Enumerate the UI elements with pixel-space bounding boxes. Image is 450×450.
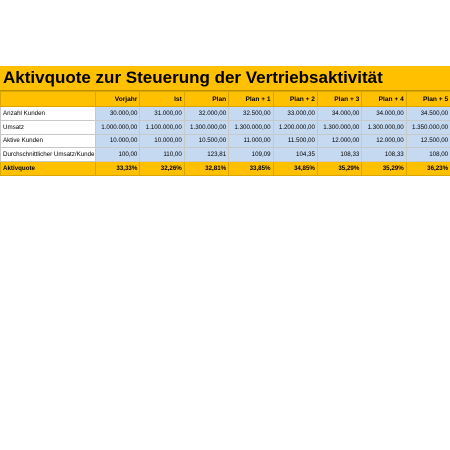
value-cell[interactable]: 11.500,00: [273, 134, 317, 148]
value-cell[interactable]: 33,85%: [229, 162, 273, 176]
value-cell[interactable]: 104,35: [273, 148, 317, 162]
value-cell[interactable]: 108,00: [406, 148, 450, 162]
row-label[interactable]: Durchschnittlicher Umsatz/Kunde: [1, 148, 96, 162]
column-header[interactable]: Plan + 1: [229, 92, 273, 107]
value-cell[interactable]: 123,81: [184, 148, 228, 162]
value-cell[interactable]: 110,00: [140, 148, 184, 162]
value-cell[interactable]: 12.500,00: [406, 134, 450, 148]
value-cell[interactable]: 32.000,00: [184, 107, 228, 121]
value-cell[interactable]: 108,33: [362, 148, 406, 162]
value-cell[interactable]: 108,33: [317, 148, 361, 162]
column-header[interactable]: Vorjahr: [96, 92, 140, 107]
column-header[interactable]: [1, 92, 96, 107]
value-cell[interactable]: 32,81%: [184, 162, 228, 176]
row-label[interactable]: Anzahl Kunden: [1, 107, 96, 121]
value-cell[interactable]: 34.000,00: [317, 107, 361, 121]
row-label[interactable]: Umsatz: [1, 120, 96, 134]
value-cell[interactable]: 12.000,00: [362, 134, 406, 148]
value-cell[interactable]: 33.000,00: [273, 107, 317, 121]
value-cell[interactable]: 35,29%: [317, 162, 361, 176]
value-cell[interactable]: 1.350.000,00: [406, 120, 450, 134]
sheet-title: Aktivquote zur Steuerung der Vertriebsaktivität: [0, 66, 450, 91]
row-label[interactable]: Aktive Kunden: [1, 134, 96, 148]
row-label[interactable]: Aktivquote: [1, 162, 96, 176]
value-cell[interactable]: 1.300.000,00: [362, 120, 406, 134]
column-header[interactable]: Plan + 2: [273, 92, 317, 107]
table-row: [1, 120, 450, 134]
table-row: [1, 148, 450, 162]
value-cell[interactable]: 35,29%: [362, 162, 406, 176]
column-header[interactable]: Plan + 3: [317, 92, 361, 107]
value-cell[interactable]: 31.000,00: [140, 107, 184, 121]
column-header[interactable]: Plan: [184, 92, 228, 107]
column-header[interactable]: Plan + 4: [362, 92, 406, 107]
value-cell[interactable]: 11.000,00: [229, 134, 273, 148]
value-cell[interactable]: 10.000,00: [96, 134, 140, 148]
table-row: [1, 107, 450, 121]
value-cell[interactable]: 33,33%: [96, 162, 140, 176]
value-cell[interactable]: 34,85%: [273, 162, 317, 176]
value-cell[interactable]: 1.300.000,00: [184, 120, 228, 134]
value-cell[interactable]: 10.000,00: [140, 134, 184, 148]
column-header[interactable]: Ist: [140, 92, 184, 107]
value-cell[interactable]: 109,09: [229, 148, 273, 162]
value-cell[interactable]: 36,23%: [406, 162, 450, 176]
value-cell[interactable]: 12.000,00: [317, 134, 361, 148]
value-cell[interactable]: 30.000,00: [96, 107, 140, 121]
value-cell[interactable]: 1.300.000,00: [229, 120, 273, 134]
column-header[interactable]: Plan + 5: [406, 92, 450, 107]
value-cell[interactable]: 1.200.000,00: [273, 120, 317, 134]
value-cell[interactable]: 10.500,00: [184, 134, 228, 148]
value-cell[interactable]: 32.500,00: [229, 107, 273, 121]
value-cell[interactable]: 100,00: [96, 148, 140, 162]
table-row: [1, 134, 450, 148]
value-cell[interactable]: 1.100.000,00: [140, 120, 184, 134]
value-cell[interactable]: 34.000,00: [362, 107, 406, 121]
value-cell[interactable]: 32,26%: [140, 162, 184, 176]
spreadsheet: [0, 66, 450, 176]
total-row: [1, 162, 450, 176]
value-cell[interactable]: 1.000.000,00: [96, 120, 140, 134]
value-cell[interactable]: 1.300.000,00: [317, 120, 361, 134]
header-row: [1, 92, 450, 107]
value-cell[interactable]: 34.500,00: [406, 107, 450, 121]
data-table: [0, 91, 450, 176]
